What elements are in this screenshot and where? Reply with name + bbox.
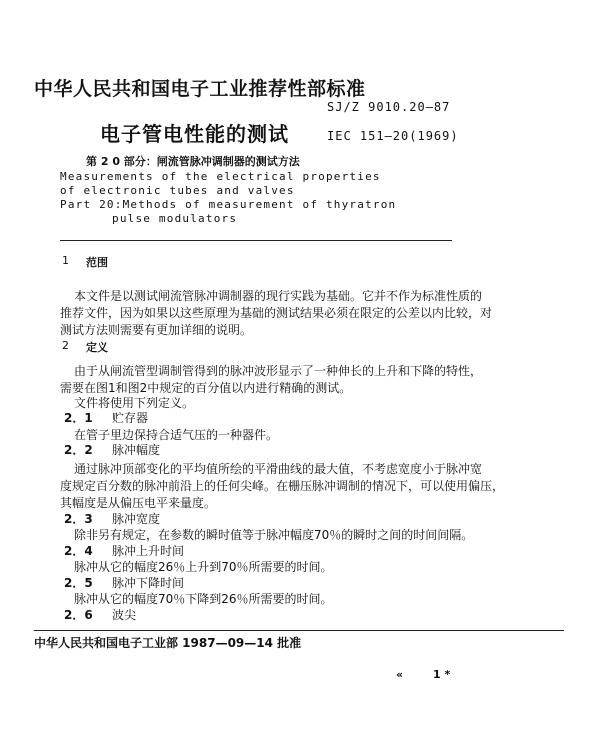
approval-line: 中华人民共和国电子工业部 1987—09—14 批准 [34, 636, 302, 650]
definition-2-5-number: 2．5 [64, 576, 93, 590]
section-2-number: 2 [62, 339, 69, 352]
section-1-line-1: 本文件是以测试闸流管脉冲调制器的现行实践为基础。它并不作为标准性质的 [74, 289, 483, 303]
page-marker [396, 668, 450, 681]
section-2-line-3: 文件将使用下列定义。 [74, 396, 195, 410]
definition-2-1-number: 2．1 [64, 411, 93, 425]
definition-2-6-title: 波尖 [112, 608, 137, 622]
definition-2-2-title: 脉冲幅度 [112, 443, 161, 457]
definition-2-3-text: 除非另有规定，在参数的瞬时值等于脉冲幅度70％的瞬时之间的时间间隔。 [74, 528, 474, 542]
english-title-line-2: of electronic tubes and valves [60, 184, 295, 197]
section-1-number: 1 [62, 254, 69, 267]
english-title-line-1: Measurements of the electrical properties [60, 170, 381, 183]
document-title: 电子管电性能的测试 [100, 122, 289, 146]
page-marker-right-glyph: * [444, 668, 451, 681]
section-1-line-3: 测试方法则需要有更加详细的说明。 [60, 323, 253, 337]
definition-2-1-title: 贮存器 [112, 411, 149, 425]
definition-2-4-text: 脉冲从它的幅度26％上升到70％所需要的时间。 [74, 560, 333, 574]
section-1-title: 范围 [86, 256, 108, 269]
definition-2-2-line-2: 度规定百分数的脉冲前沿上的任何尖峰。在栅压脉冲调制的情况下，可以使用偏压， [60, 479, 505, 493]
section-2-line-2: 需要在图1和图2中规定的百分值以内进行精确的测试。 [60, 381, 352, 395]
definition-2-4-title: 脉冲上升时间 [112, 544, 185, 558]
definition-2-3-title: 脉冲宽度 [112, 512, 161, 526]
standard-title: 中华人民共和国电子工业推荐性部标准 [34, 78, 366, 100]
definition-2-4-number: 2．4 [64, 544, 93, 558]
iec-code: IEC 151—20(1969) [327, 129, 459, 143]
page-number: 1 [432, 668, 441, 681]
part-title-cn: 第 2 0 部分：闸流管脉冲调制器的测试方法 [86, 155, 300, 168]
section-2-line-1: 由于从闸流管型调制管得到的脉冲波形显示了一种伸长的上升和下降的特性， [74, 364, 483, 378]
english-title-line-3: Part 20:Methods of measurement of thyratron [60, 198, 397, 211]
section-2-title: 定义 [86, 341, 108, 354]
footer-divider [34, 630, 564, 631]
definition-2-1-text: 在管子里边保持合适气压的一种器件。 [74, 428, 279, 442]
header-divider [60, 240, 452, 241]
page-marker-left-glyph: « [396, 668, 404, 681]
definition-2-5-title: 脉冲下降时间 [112, 576, 185, 590]
standard-code: SJ/Z 9010.20—87 [327, 100, 451, 114]
definition-2-2-line-3: 其幅度是从偏压电平来量度。 [60, 496, 217, 510]
definition-2-6-number: 2．6 [64, 608, 93, 622]
definition-2-2-number: 2．2 [64, 443, 93, 457]
english-title-line-4: pulse modulators [112, 212, 238, 225]
definition-2-2-line-1: 通过脉冲顶部变化的平均值所绘的平滑曲线的最大值，不考虑宽度小于脉冲宽 [74, 462, 483, 476]
definition-2-5-text: 脉冲从它的幅度70％下降到26％所需要的时间。 [74, 592, 333, 606]
section-1-line-2: 推荐文件，因为如果以这些原理为基础的测试结果必须在限定的公差以内比较，对 [60, 306, 493, 320]
definition-2-3-number: 2．3 [64, 512, 93, 526]
